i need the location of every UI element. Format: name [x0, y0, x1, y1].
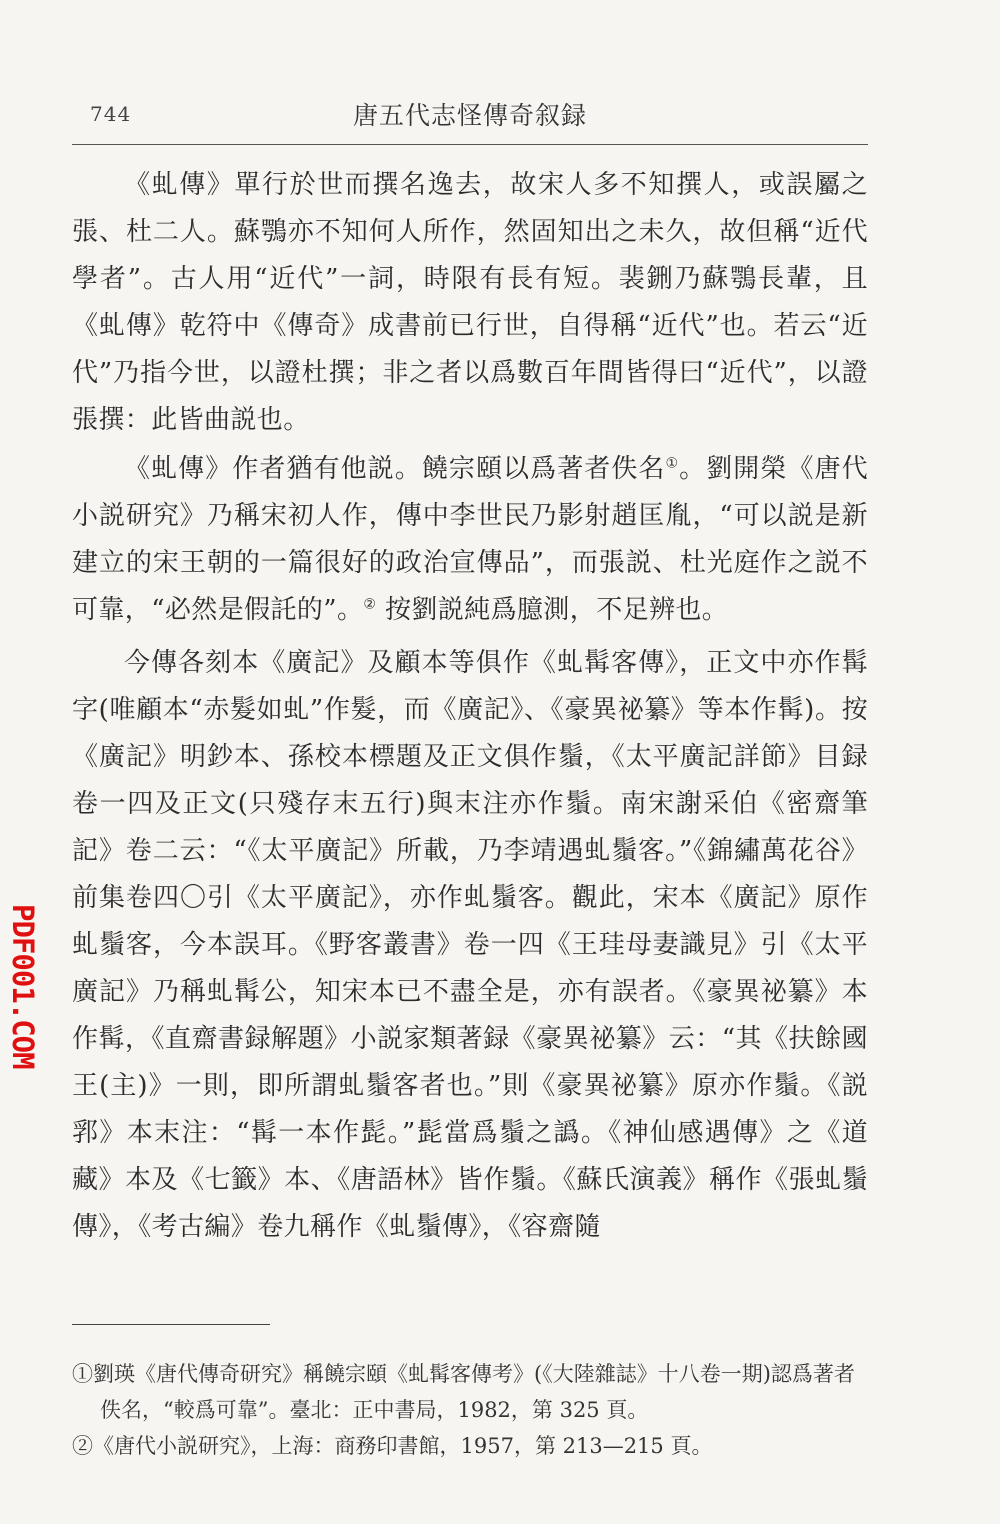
page-number: 744 — [90, 102, 132, 126]
paragraph-2 — [72, 446, 868, 634]
paragraph-3: 今傳各刻本《廣記》及顧本等俱作《虬髯客傳》，正文中亦作髯字(唯顧本“赤髮如虬”作髮，而《廣記》、《豪異祕纂》等本作髯)。按《廣記》明鈔本、孫校本標題及正文俱作鬚，《太平廣記詳節》目録卷一四及正文(只殘存末五行)與末注亦作鬚。南宋謝采伯《密齋筆記》卷二云：“《太平廣記》所載，乃李靖遇虬鬚客。”《錦繡萬花谷》前集卷四〇引《太平廣記》，亦作虬鬚客。觀此，宋本《廣記》原作虬鬚客，今本誤耳。《野客叢書》卷一四《王珪母妻識見》引《太平廣記》乃稱虬髯公，知宋本已不盡全是，亦有誤者。《豪異祕纂》本作髯，《直齋書録解題》小説家類著録《豪異祕纂》云：“其《扶餘國王(主)》一則，即所謂虬鬚客者也。”則《豪異祕纂》原亦作鬚。《説郛》本末注：“髯一本作髭。”髭當爲鬚之譌。《神仙感遇傳》之《道藏》本及《七籤》本、《唐語林》皆作鬚。《蘇氏演義》稱作《張虬鬚傳》，《考古編》卷九稱作《虬鬚傳》，《容齋隨 — [72, 648, 868, 1242]
paragraph-1: 《虬傳》單行於世而撰名逸去，故宋人多不知撰人，或誤屬之張、杜二人。蘇鶚亦不知何人所作，然固知出之未久，故但稱“近代學者”。古人用“近代”一詞，時限有長有短。裴鉶乃蘇鶚長輩，且《虬傳》乾符中《傳奇》成書前已行世，自得稱“近代”也。若云“近代”乃指今世，以證杜撰；非之者以爲數百年間皆得曰“近代”，以證張撰：此皆曲説也。 — [72, 170, 868, 435]
paragraph-2-part-1: 《虬傳》作者猶有他説。饒宗頤以爲著者佚名 — [124, 454, 666, 484]
paragraph-2-part-2: 。劉開榮《唐代小説研究》乃稱宋初人作，傳中李世民乃影射趙匡胤，“可以説是新建立的宋王朝的一篇很好的政治宣傳品”，而張説、杜光庭作之説不可靠，“必然是假託的”。 — [72, 454, 868, 625]
footnote-divider — [72, 1324, 270, 1325]
body-text — [72, 162, 868, 1253]
footnote-ref-2[interactable]: ② — [363, 596, 377, 613]
page-header — [72, 96, 868, 145]
paragraph-2-part-3: 按劉説純爲臆測，不足辨也。 — [376, 595, 729, 625]
running-title: 唐五代志怪傳奇叙録 — [352, 101, 587, 130]
footnote-2: ②《唐代小説研究》，上海：商務印書館，1957，第 213—215 頁。 — [72, 1434, 713, 1458]
footnotes — [72, 1356, 868, 1464]
watermark: PDF001.COM — [6, 904, 40, 1069]
footnote-ref-1[interactable]: ① — [665, 455, 680, 472]
footnote-1: ①劉瑛《唐代傳奇研究》稱饒宗頤《虬髯客傳考》(《大陸雜誌》十八卷一期)認爲著者佚名，“較爲可靠”。臺北：正中書局，1982，第 325 頁。 — [72, 1362, 855, 1422]
